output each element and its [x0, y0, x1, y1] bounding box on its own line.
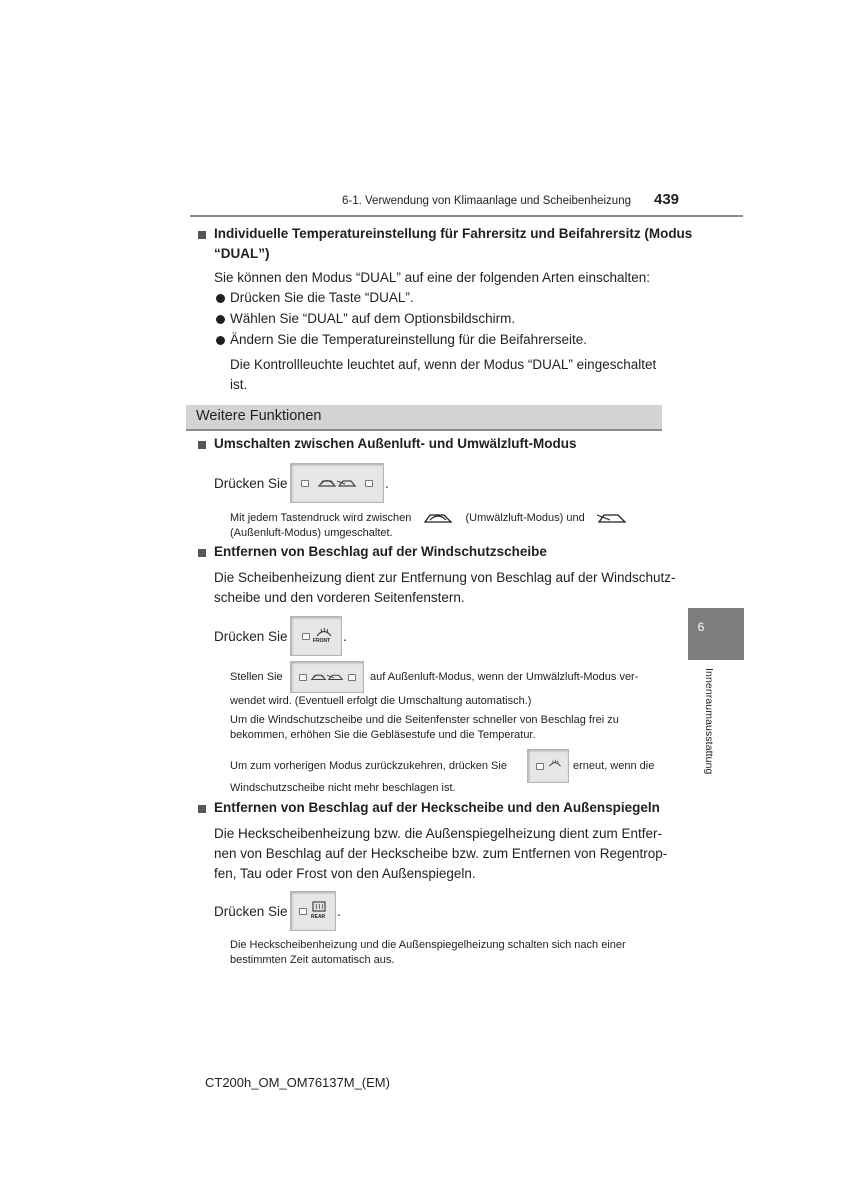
chapter-label: Innenraumausstattung	[703, 668, 715, 775]
recirc-note-line2: (Außenluft-Modus) umgeschaltet.	[230, 527, 393, 539]
dual-bullet-3: Ändern Sie die Temperatureinstellung für die Beifahrerseite.	[230, 332, 587, 347]
indicator-led-icon	[299, 674, 307, 681]
indicator-led-icon	[536, 763, 544, 770]
recirc-note-part2: (Umwälzluft-Modus) und	[465, 512, 585, 524]
rear-defroster-icon	[311, 901, 327, 913]
dual-note-line1: Die Kontrollleuchte leuchtet auf, wenn der Modus “DUAL” eingeschaltet	[230, 357, 657, 372]
period: .	[343, 629, 347, 644]
recirculation-mode-icon	[422, 511, 454, 525]
heading-square-icon	[198, 231, 206, 239]
air-mode-icon	[317, 475, 357, 491]
rear-text-line1: Die Heckscheibenheizung bzw. die Außenspiegelheizung dient zum Entfer-	[214, 826, 663, 841]
heading-square-icon	[198, 549, 206, 557]
indicator-led-icon	[365, 480, 373, 487]
recirc-press-text: Drücken Sie	[214, 476, 288, 491]
front-defroster-button-small-image	[527, 749, 569, 783]
rear-text-line3: fen, Tau oder Frost von den Außenspiegeln.	[214, 866, 476, 881]
rear-button-label: REAR	[311, 914, 326, 920]
section-title: Weitere Funktionen	[196, 408, 322, 424]
indicator-led-icon	[299, 908, 307, 915]
bullet-dot-icon	[216, 336, 225, 345]
windshield-note2-line1: Um die Windschutzscheibe und die Seitenfenster schneller von Beschlag frei zu	[230, 714, 619, 726]
bullet-dot-icon	[216, 315, 225, 324]
dual-bullet-1: Drücken Sie die Taste “DUAL”.	[230, 290, 414, 305]
section-title-bar	[186, 405, 662, 431]
windshield-text-line1: Die Scheibenheizung dient zur Entfernung von Beschlag auf der Windschutz-	[214, 570, 676, 585]
period: .	[385, 476, 389, 491]
rear-defroster-button-image	[290, 891, 336, 931]
air-mode-icon	[310, 670, 344, 684]
windshield-note2-line2: bekommen, erhöhen Sie die Gebläsestufe und die Temperatur.	[230, 729, 536, 741]
recirc-note-line1	[230, 511, 658, 526]
rear-heading: Entfernen von Beschlag auf der Heckscheibe und den Außenspiegeln	[214, 800, 660, 815]
windshield-note1-part1: Stellen Sie	[230, 671, 283, 683]
windshield-note1-part2: auf Außenluft-Modus, wenn der Umwälzluft-Modus ver-	[370, 671, 639, 683]
windshield-text-line2: scheibe und den vorderen Seitenfenstern.	[214, 590, 465, 605]
footer-code: CT200h_OM_OM76137M_(EM)	[205, 1075, 390, 1090]
indicator-led-icon	[302, 633, 310, 640]
chapter-number: 6	[697, 620, 705, 634]
front-button-label: FRONT	[313, 638, 331, 644]
rear-text-line2: nen von Beschlag auf der Heckscheibe bzw. zum Entfernen von Regentrop-	[214, 846, 668, 861]
recirc-note-part1: Mit jedem Tastendruck wird zwischen	[230, 512, 412, 524]
header-rule	[190, 215, 743, 217]
windshield-press-text: Drücken Sie	[214, 629, 288, 644]
indicator-led-icon	[301, 480, 309, 487]
front-defroster-icon	[315, 626, 333, 638]
rear-note-line1: Die Heckscheibenheizung und die Außenspiegelheizung schalten sich nach einer	[230, 939, 626, 951]
windshield-note3-part1: Um zum vorherigen Modus zurückzukehren, drücken Sie	[230, 760, 507, 772]
windshield-note1-line2: wendet wird. (Eventuell erfolgt die Umschaltung automatisch.)	[230, 695, 532, 707]
indicator-led-icon	[348, 674, 356, 681]
header-title: 6-1. Verwendung von Klimaanlage und Scheibenheizung	[342, 195, 631, 207]
windshield-heading: Entfernen von Beschlag auf der Windschutzscheibe	[214, 544, 547, 559]
rear-press-text: Drücken Sie	[214, 904, 288, 919]
dual-heading-line1: Individuelle Temperatureinstellung für Fahrersitz und Beifahrersitz (Modus	[214, 226, 693, 241]
heading-square-icon	[198, 805, 206, 813]
chapter-tab	[688, 608, 744, 660]
period: .	[337, 904, 341, 919]
front-defroster-icon	[548, 758, 562, 768]
windshield-note3-part2: erneut, wenn die	[573, 760, 655, 772]
front-defroster-button-image	[290, 616, 342, 656]
recirc-heading: Umschalten zwischen Außenluft- und Umwälzluft-Modus	[214, 436, 577, 451]
dual-bullet-2: Wählen Sie “DUAL” auf dem Optionsbildschirm.	[230, 311, 516, 326]
recirc-button-small-image	[290, 661, 364, 693]
fresh-air-mode-icon	[596, 511, 628, 525]
recirc-button-image	[290, 463, 384, 503]
rear-note-line2: bestimmten Zeit automatisch aus.	[230, 954, 395, 966]
heading-square-icon	[198, 441, 206, 449]
bullet-dot-icon	[216, 294, 225, 303]
dual-intro: Sie können den Modus “DUAL” auf eine der folgenden Arten einschalten:	[214, 270, 651, 285]
page-number: 439	[654, 191, 680, 208]
dual-note-line2: ist.	[230, 377, 248, 392]
windshield-note3-line2: Windschutzscheibe nicht mehr beschlagen ist.	[230, 782, 456, 794]
dual-heading-line2: “DUAL”)	[214, 246, 270, 261]
